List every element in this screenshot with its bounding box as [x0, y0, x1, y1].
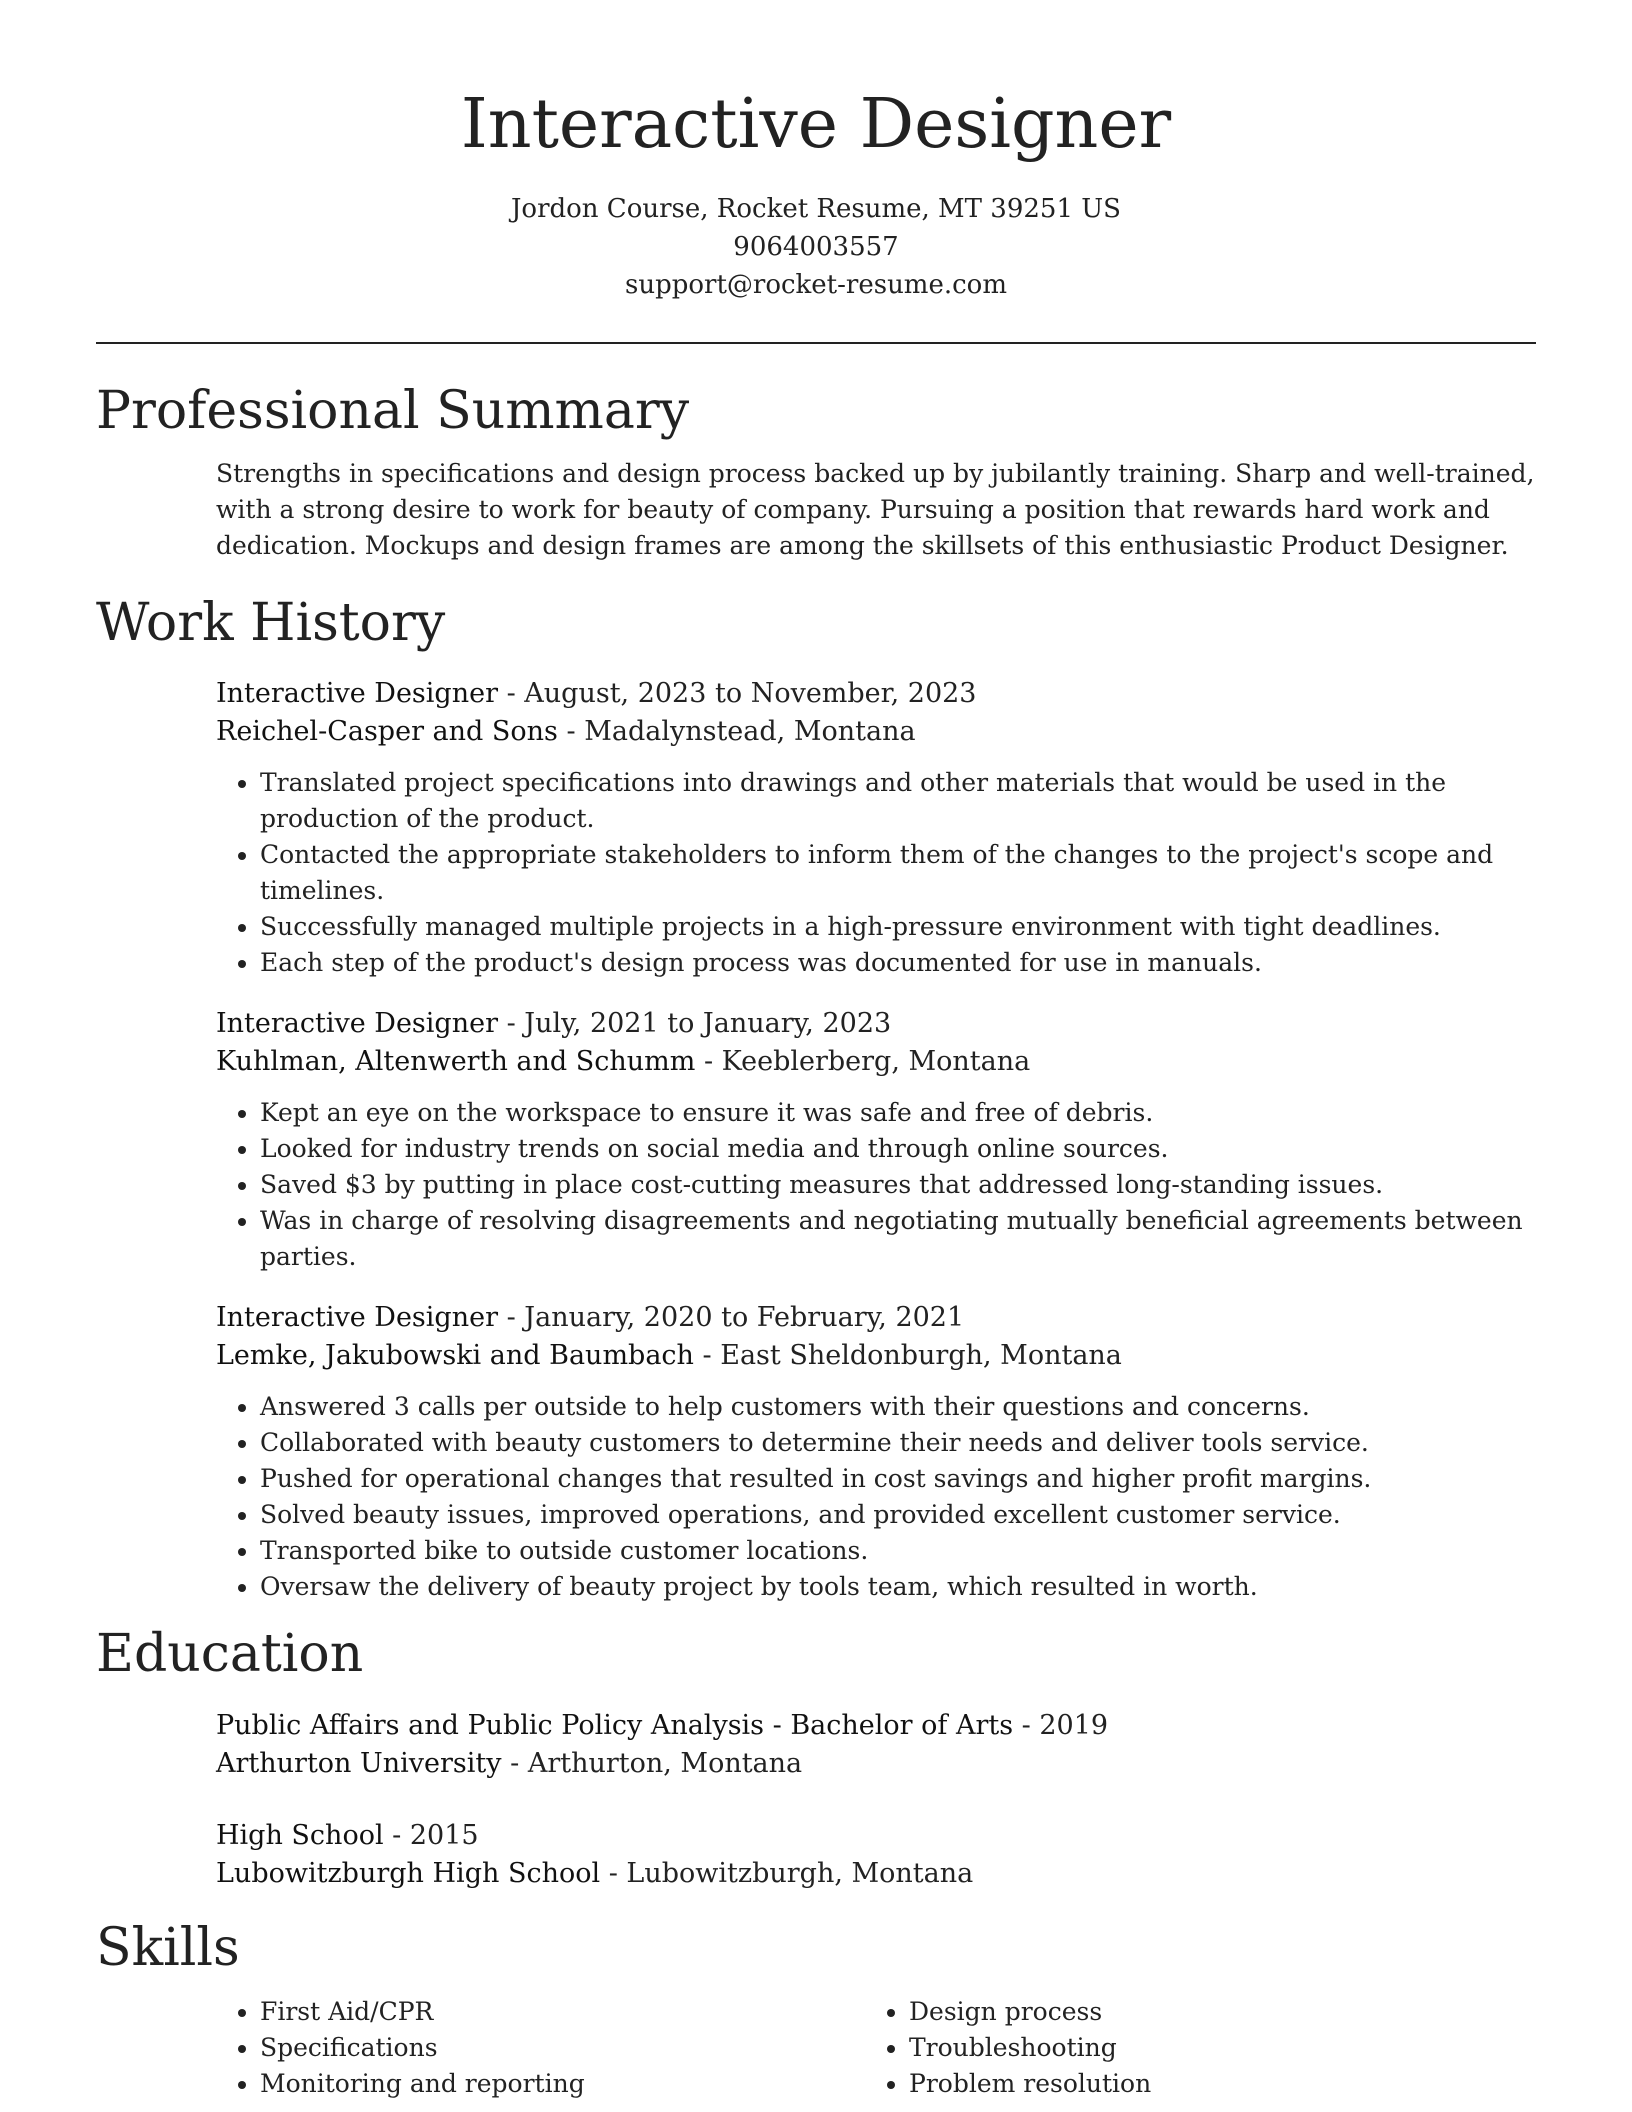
job-bullets [216, 1389, 1536, 1605]
job-role: Interactive Designer [216, 1007, 498, 1039]
job-company: Lemke, Jakubowski and Baumbach [216, 1339, 694, 1371]
job-title-line [216, 1005, 1536, 1043]
education-degree-line [216, 1817, 1536, 1855]
job-location: - East Sheldonburgh, Montana [693, 1339, 1122, 1371]
job-dates: - January, 2020 to February, 2021 [497, 1301, 965, 1333]
job-company-line [216, 1043, 1536, 1081]
section-title-summary: Professional Summary [96, 381, 690, 441]
education-year: - 2019 [1013, 1710, 1109, 1742]
list-item: • Contacted the appropriate stakeholders to inform them of the changes to the project's scope and timelines. [260, 837, 1536, 909]
list-item: • Was in charge of resolving disagreements and negotiating mutually beneficial agreements between parties. [260, 1203, 1536, 1275]
education-entry [216, 1707, 1536, 1783]
job-title-line [216, 1299, 1536, 1337]
job-entry [216, 675, 1536, 981]
education-degree: High School [216, 1820, 384, 1852]
list-item: • Answered 3 calls per outside to help customers with their questions and concerns. [260, 1389, 1536, 1425]
education-degree: Public Affairs and Public Policy Analysis - Bachelor of Arts [216, 1710, 1014, 1742]
education-school-line [216, 1745, 1536, 1783]
resume-body [96, 380, 1536, 2102]
job-entry [216, 1005, 1536, 1275]
list-item: • Translated project specifications into drawings and other materials that would be used in the production of the product. [260, 765, 1536, 837]
section-title-work: Work History [96, 593, 446, 654]
job-location: - Madalynstead, Montana [557, 715, 916, 747]
education-school: Lubowitzburgh High School [216, 1858, 601, 1890]
list-item: • Specifications [260, 2030, 865, 2066]
job-dates: - July, 2021 to January, 2023 [497, 1007, 892, 1039]
skills-column-right [865, 1994, 1514, 2102]
contact-email: support@rocket-resume.com [624, 270, 1007, 301]
header-divider [96, 342, 1536, 344]
job-location: - Keeblerberg, Montana [695, 1045, 1031, 1077]
job-company-line [216, 1337, 1536, 1375]
list-item: • Monitoring and reporting [260, 2066, 865, 2102]
list-item: • Saved $3 by putting in place cost-cutting measures that addressed long-standing issues. [260, 1167, 1536, 1203]
section-title-education: Education [96, 1623, 364, 1684]
job-bullets [216, 765, 1536, 981]
list-item: • Problem resolution [909, 2066, 1514, 2102]
contact-address: Jordon Course, Rocket Resume, MT 39251 US [511, 194, 1121, 225]
summary-text: Strengths in specifications and design process backed up by jubilantly training. Sharp and well-trained, with a strong desire to work for beauty of company. Pursuing a position that rewards hard work and dedication. Mockups and design frames are among the skillsets of this enthusiastic Product Designer. [216, 459, 1535, 561]
list-item: • Each step of the product's design process was documented for use in manuals. [260, 945, 1536, 981]
job-dates: - August, 2023 to November, 2023 [497, 677, 977, 709]
section-title-skills: Skills [96, 1918, 240, 1979]
education-year: - 2015 [383, 1820, 479, 1852]
job-title-line [216, 675, 1536, 713]
education-school: Arthurton University [216, 1748, 502, 1780]
list-item: • Design process [909, 1994, 1514, 2030]
skills-column-left [216, 1994, 865, 2102]
job-company: Kuhlman, Altenwerth and Schumm [216, 1045, 696, 1077]
list-item: • Transported bike to outside customer locations. [260, 1533, 1536, 1569]
list-item: • First Aid/CPR [260, 1994, 865, 2030]
education-entry [216, 1817, 1536, 1893]
job-bullets [216, 1095, 1536, 1275]
education-location: - Arthurton, Montana [501, 1748, 803, 1780]
skills-list [216, 1994, 1536, 2102]
list-item: • Troubleshooting [909, 2030, 1514, 2066]
job-company-line [216, 713, 1536, 751]
list-item: • Successfully managed multiple projects in a high-pressure environment with tight deadlines. [260, 909, 1536, 945]
resume-title: Interactive Designer [460, 85, 1172, 164]
education-degree-line [216, 1707, 1536, 1745]
job-entry [216, 1299, 1536, 1605]
job-company: Reichel-Casper and Sons [216, 715, 558, 747]
job-role: Interactive Designer [216, 677, 498, 709]
job-role: Interactive Designer [216, 1301, 498, 1333]
list-item: • Kept an eye on the workspace to ensure it was safe and free of debris. [260, 1095, 1536, 1131]
list-item: • Collaborated with beauty customers to determine their needs and deliver tools service. [260, 1425, 1536, 1461]
list-item: • Solved beauty issues, improved operations, and provided excellent customer service. [260, 1497, 1536, 1533]
resume-header [0, 0, 1632, 304]
list-item: • Oversaw the delivery of beauty project by tools team, which resulted in worth. [260, 1569, 1536, 1605]
contact-phone: 9064003557 [733, 232, 899, 263]
list-item: • Looked for industry trends on social media and through online sources. [260, 1131, 1536, 1167]
education-school-line [216, 1855, 1536, 1893]
education-location: - Lubowitzburgh, Montana [600, 1858, 974, 1890]
list-item: • Pushed for operational changes that resulted in cost savings and higher profit margins. [260, 1461, 1536, 1497]
contact-block [0, 190, 1632, 304]
